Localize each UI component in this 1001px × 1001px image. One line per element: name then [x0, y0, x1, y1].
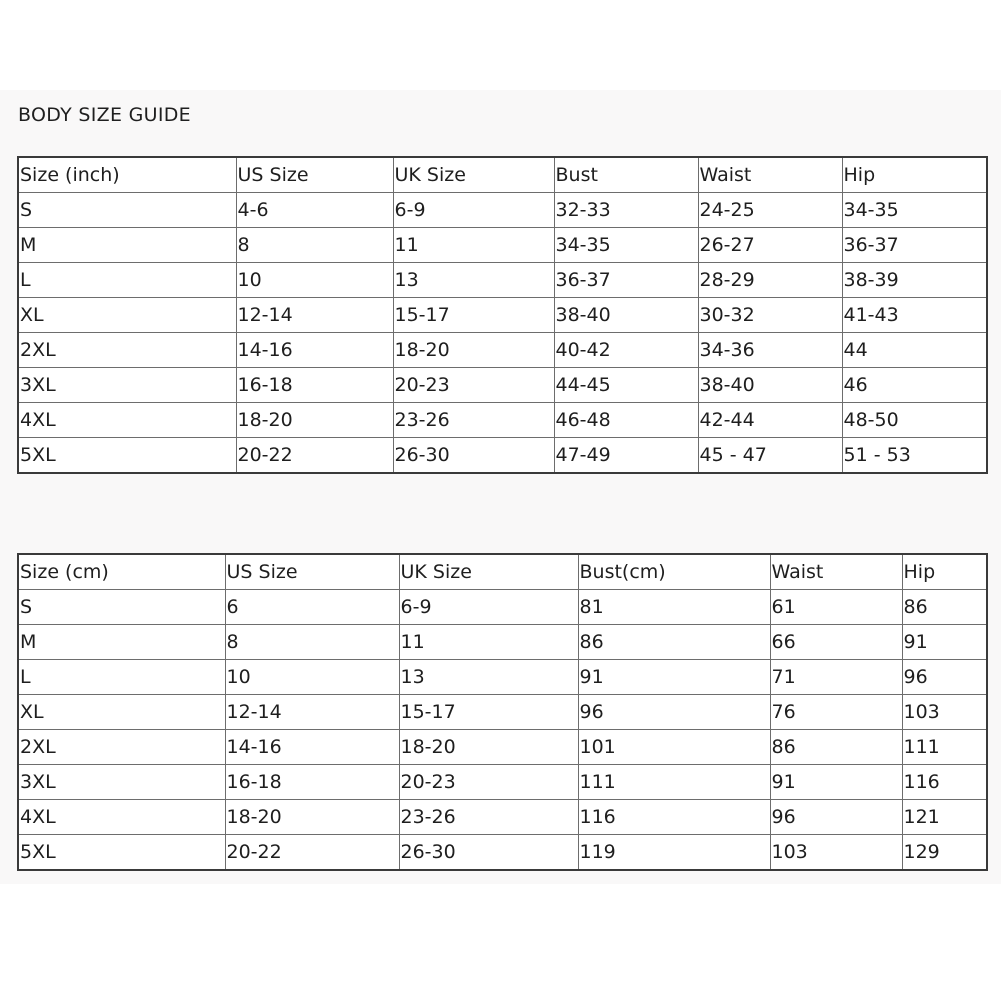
- table-cell: 18-20: [236, 403, 393, 438]
- table-row: [18, 625, 987, 660]
- table-cell: L: [18, 660, 225, 695]
- table-cell: 3XL: [18, 368, 236, 403]
- table-cell: 61: [770, 590, 902, 625]
- table-cell: 3XL: [18, 765, 225, 800]
- table-cell: 45 - 47: [698, 438, 842, 474]
- table-cell: 23-26: [393, 403, 554, 438]
- table-cell: 101: [578, 730, 770, 765]
- table-cell: 26-30: [393, 438, 554, 474]
- table-cell: 14-16: [225, 730, 399, 765]
- table-cell: 91: [902, 625, 987, 660]
- table-cell: XL: [18, 298, 236, 333]
- table-cell: 38-39: [842, 263, 987, 298]
- table-cell: 18-20: [225, 800, 399, 835]
- table-cell: 15-17: [393, 298, 554, 333]
- table-cell: 40-42: [554, 333, 698, 368]
- table-row: [18, 228, 987, 263]
- table-cell: 121: [902, 800, 987, 835]
- table-cell: 10: [225, 660, 399, 695]
- table-cell: 11: [393, 228, 554, 263]
- inch-size-table: [17, 156, 988, 474]
- table-cell: 86: [902, 590, 987, 625]
- table-cell: 4XL: [18, 403, 236, 438]
- table-row: [18, 765, 987, 800]
- table-cell: M: [18, 228, 236, 263]
- table-cell: 47-49: [554, 438, 698, 474]
- table-row: [18, 193, 987, 228]
- table-cell: 34-36: [698, 333, 842, 368]
- table-cell: 96: [770, 800, 902, 835]
- cm-table-header-row: [18, 554, 987, 590]
- table-cell: 20-23: [399, 765, 578, 800]
- table-cell: 6: [225, 590, 399, 625]
- table-cell: 96: [578, 695, 770, 730]
- table-cell: 96: [902, 660, 987, 695]
- table-cell: 44: [842, 333, 987, 368]
- cm-header-hip: Hip: [902, 554, 987, 590]
- table-cell: XL: [18, 695, 225, 730]
- table-cell: 111: [578, 765, 770, 800]
- cm-header-bust: Bust(cm): [578, 554, 770, 590]
- table-cell: S: [18, 193, 236, 228]
- inch-header-waist: Waist: [698, 157, 842, 193]
- inch-table-header-row: [18, 157, 987, 193]
- table-cell: 18-20: [393, 333, 554, 368]
- table-cell: 2XL: [18, 730, 225, 765]
- table-cell: S: [18, 590, 225, 625]
- table-cell: L: [18, 263, 236, 298]
- table-cell: 28-29: [698, 263, 842, 298]
- table-cell: 30-32: [698, 298, 842, 333]
- table-cell: 46-48: [554, 403, 698, 438]
- table-cell: 76: [770, 695, 902, 730]
- table-cell: 23-26: [399, 800, 578, 835]
- table-cell: 4XL: [18, 800, 225, 835]
- table-cell: 51 - 53: [842, 438, 987, 474]
- table-row: [18, 263, 987, 298]
- table-cell: 38-40: [554, 298, 698, 333]
- table-cell: 2XL: [18, 333, 236, 368]
- table-cell: 20-22: [236, 438, 393, 474]
- table-cell: 24-25: [698, 193, 842, 228]
- table-cell: 38-40: [698, 368, 842, 403]
- table-cell: 16-18: [236, 368, 393, 403]
- table-row: [18, 438, 987, 474]
- table-cell: 5XL: [18, 835, 225, 871]
- table-cell: 10: [236, 263, 393, 298]
- table-row: [18, 590, 987, 625]
- table-cell: 116: [578, 800, 770, 835]
- table-cell: 41-43: [842, 298, 987, 333]
- table-cell: 26-30: [399, 835, 578, 871]
- table-cell: 119: [578, 835, 770, 871]
- table-cell: 18-20: [399, 730, 578, 765]
- table-row: [18, 800, 987, 835]
- table-cell: 86: [770, 730, 902, 765]
- table-cell: 66: [770, 625, 902, 660]
- table-row: [18, 730, 987, 765]
- cm-size-table: [17, 553, 988, 871]
- table-cell: 116: [902, 765, 987, 800]
- table-cell: 8: [225, 625, 399, 660]
- table-row: [18, 695, 987, 730]
- table-cell: 32-33: [554, 193, 698, 228]
- inch-header-uk-size: UK Size: [393, 157, 554, 193]
- table-cell: 34-35: [842, 193, 987, 228]
- table-cell: 44-45: [554, 368, 698, 403]
- table-cell: 13: [393, 263, 554, 298]
- inch-header-hip: Hip: [842, 157, 987, 193]
- table-cell: 26-27: [698, 228, 842, 263]
- table-cell: 129: [902, 835, 987, 871]
- table-cell: M: [18, 625, 225, 660]
- table-row: [18, 333, 987, 368]
- table-row: [18, 368, 987, 403]
- table-cell: 12-14: [225, 695, 399, 730]
- table-cell: 16-18: [225, 765, 399, 800]
- table-cell: 6-9: [393, 193, 554, 228]
- table-row: [18, 660, 987, 695]
- table-cell: 12-14: [236, 298, 393, 333]
- table-cell: 36-37: [554, 263, 698, 298]
- table-cell: 6-9: [399, 590, 578, 625]
- table-cell: 14-16: [236, 333, 393, 368]
- inch-header-us-size: US Size: [236, 157, 393, 193]
- table-cell: 103: [770, 835, 902, 871]
- table-cell: 103: [902, 695, 987, 730]
- table-cell: 86: [578, 625, 770, 660]
- table-row: [18, 835, 987, 871]
- cm-header-size: Size (cm): [18, 554, 225, 590]
- table-cell: 71: [770, 660, 902, 695]
- cm-header-waist: Waist: [770, 554, 902, 590]
- table-row: [18, 403, 987, 438]
- table-cell: 8: [236, 228, 393, 263]
- table-cell: 91: [578, 660, 770, 695]
- table-cell: 42-44: [698, 403, 842, 438]
- table-cell: 46: [842, 368, 987, 403]
- table-cell: 5XL: [18, 438, 236, 474]
- table-cell: 48-50: [842, 403, 987, 438]
- table-cell: 36-37: [842, 228, 987, 263]
- table-cell: 81: [578, 590, 770, 625]
- inch-header-size: Size (inch): [18, 157, 236, 193]
- table-cell: 111: [902, 730, 987, 765]
- table-cell: 13: [399, 660, 578, 695]
- table-cell: 34-35: [554, 228, 698, 263]
- cm-header-us-size: US Size: [225, 554, 399, 590]
- page-title: BODY SIZE GUIDE: [18, 104, 191, 126]
- inch-header-bust: Bust: [554, 157, 698, 193]
- table-row: [18, 298, 987, 333]
- cm-header-uk-size: UK Size: [399, 554, 578, 590]
- table-cell: 20-23: [393, 368, 554, 403]
- table-cell: 4-6: [236, 193, 393, 228]
- table-cell: 11: [399, 625, 578, 660]
- table-cell: 91: [770, 765, 902, 800]
- table-cell: 15-17: [399, 695, 578, 730]
- table-cell: 20-22: [225, 835, 399, 871]
